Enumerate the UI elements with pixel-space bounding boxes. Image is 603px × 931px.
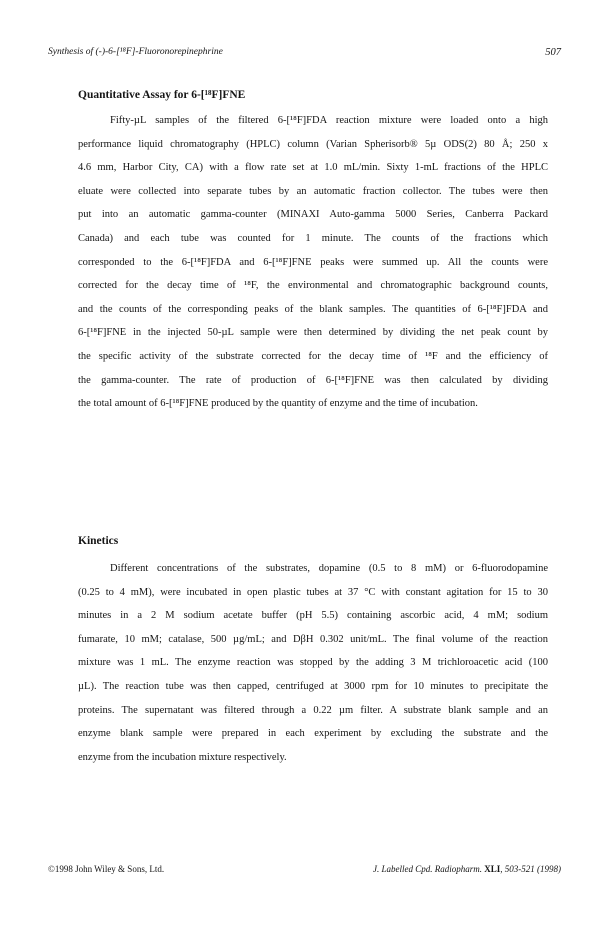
section-heading-quantitative-assay: Quantitative Assay for 6-[¹⁸F]FNE bbox=[78, 89, 246, 101]
text-line: Fifty-µL samples of the filtered 6-[¹⁸F]FDA reaction mixture were loaded onto a high bbox=[110, 115, 548, 126]
text-line: the gamma-counter. The rate of production of 6-[¹⁸F]FNE was then calculated by dividing bbox=[78, 374, 548, 386]
text-line: 6-[¹⁸F]FNE in the injected 50-µL sample were then determined by dividing the net peak count by bbox=[78, 327, 548, 339]
text-line: performance liquid chromatography (HPLC) column (Varian Spherisorb® 5µ ODS(2) 80 Å; 250 x bbox=[78, 138, 548, 150]
text-line: Different concentrations of the substrates, dopamine (0.5 to 8 mM) or 6-fluorodopamine bbox=[110, 563, 548, 574]
journal-citation bbox=[373, 864, 561, 874]
section-heading-kinetics: Kinetics bbox=[78, 535, 119, 547]
journal-volume: XLI bbox=[484, 864, 501, 874]
journal-pages: , 503-521 (1998) bbox=[500, 864, 561, 874]
text-line: fumarate, 10 mM; catalase, 500 µg/mL; and DβH 0.302 unit/mL. The final volume of the reaction bbox=[78, 633, 548, 645]
journal-name: J. Labelled Cpd. Radiopharm. bbox=[372, 864, 482, 874]
text-line: and the counts of the corresponding peaks of the blank samples. The quantities of 6-[¹⁸F]FDA and bbox=[78, 303, 548, 315]
text-line: the total amount of 6-[¹⁸F]FNE produced by the quantity of enzyme and the time of incubation. bbox=[78, 398, 478, 410]
paragraph-quantitative-assay bbox=[78, 109, 548, 416]
paragraph-kinetics bbox=[78, 557, 548, 769]
text-line: µL). The reaction tube was then capped, centrifuged at 3000 rpm for 10 minutes to precipitate the bbox=[78, 680, 548, 692]
text-line: corrected for the decay time of ¹⁸F, the environmental and chromatographic background counts, bbox=[78, 280, 548, 292]
running-title: Synthesis of (-)-6-[¹⁸F]-Fluoronorepinephrine bbox=[48, 47, 223, 57]
text-line: eluate were collected into separate tubes by an automatic fraction collector. The tubes were then bbox=[78, 185, 548, 197]
text-line: minutes in a 2 M sodium acetate buffer (pH 5.5) containing ascorbic acid, 4 mM; sodium bbox=[78, 610, 548, 622]
text-line: enzyme from the incubation mixture respectively. bbox=[78, 751, 287, 763]
text-line: (0.25 to 4 mM), were incubated in open plastic tubes at 37 °C with constant agitation for 15 to 30 bbox=[78, 586, 548, 598]
text-line: mixture was 1 mL. The enzyme reaction was stopped by the adding 3 M trichloroacetic acid (100 bbox=[78, 657, 548, 669]
text-line: proteins. The supernatant was filtered through a 0.22 µm filter. A substrate blank sample and an bbox=[78, 704, 548, 716]
running-head bbox=[48, 47, 561, 63]
text-line: corresponded to the 6-[¹⁸F]FDA and 6-[¹⁸F]FNE peaks were summed up. All the counts were bbox=[78, 256, 548, 268]
text-line: put into an automatic gamma-counter (MINAXI Auto-gamma 5000 Series, Canberra Packard bbox=[78, 209, 548, 221]
text-line: enzyme blank sample were prepared in each experiment by excluding the substrate and the bbox=[78, 728, 548, 740]
page-number: 507 bbox=[545, 47, 561, 58]
copyright-notice: ©1998 John Wiley & Sons, Ltd. bbox=[48, 864, 165, 874]
text-line: Canada) and each tube was counted for 1 minute. The counts of the fractions which bbox=[78, 232, 548, 244]
text-line: 4.6 mm, Harbor City, CA) with a flow rate set at 1.0 mL/min. Sixty 1-mL fractions of the HPLC bbox=[78, 162, 548, 174]
text-line: the specific activity of the substrate corrected for the decay time of ¹⁸F and the efficiency of bbox=[78, 350, 548, 362]
